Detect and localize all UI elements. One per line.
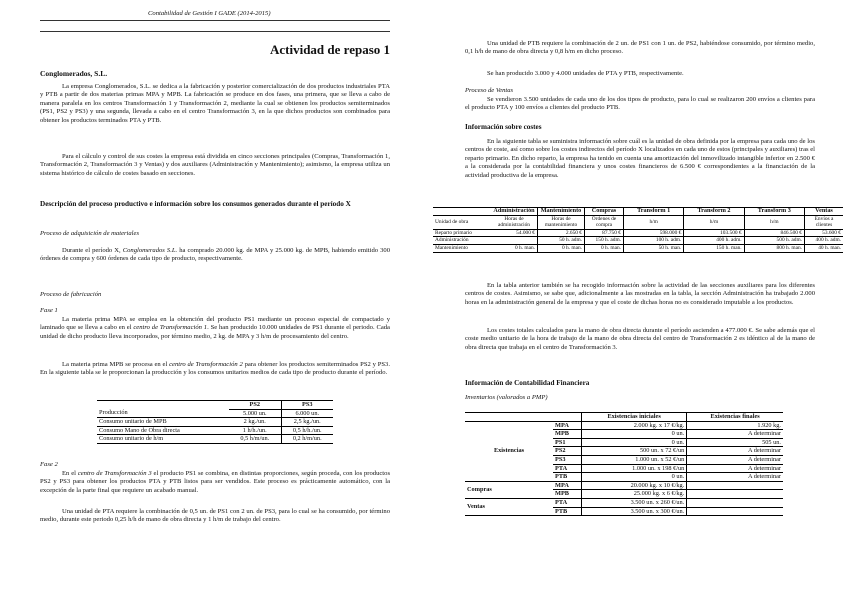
financial-title: Información de Contabilidad Financiera <box>465 379 590 387</box>
table-row <box>433 215 843 229</box>
inventory-item: MPA <box>553 421 582 430</box>
ps-cell: 2,5 kg./un. <box>281 418 333 427</box>
centers-unit: h/m <box>684 215 744 229</box>
centers-cell: 53.600 € <box>805 229 844 237</box>
inventory-cell: A determinar <box>687 447 783 456</box>
phase2-paragraph-2: Una unidad de PTA requiere la combinación de 0,5 un. de PS1 con 2 un. de PS3, para lo cual se ha consumido, por término medio, durante este periodo 0,25 h/h de mano de obra directa y 1 h/m de trabajo del centro. <box>40 508 390 524</box>
centers-cell <box>491 237 538 245</box>
inventory-item: PTA <box>553 464 582 473</box>
phase1-text-d: La materia prima MPB se procesa en el <box>62 361 170 368</box>
phase2-title: Fase 2 <box>40 461 58 468</box>
centers-cell: 50 h. adm. <box>538 237 585 245</box>
ps-row-label: Consumo unitario de h/m <box>99 435 164 443</box>
inventory-group-label: Ventas <box>467 503 485 511</box>
section-title: Descripción del proceso productivo e información sobre los consumos generados durante el período X <box>40 200 351 208</box>
centers-cell: 54.000 € <box>516 229 535 236</box>
acquisition-title: Proceso de adquisición de materiales <box>40 230 140 237</box>
phase1-text-f: para obtener los productos semiterminados PS2 y PS3. En la siguiente tabla se le proporcionan la producción y los consumos unitarios medios de cada tipo de producto durante el período. <box>40 361 390 377</box>
centers-cell: 50 h. man. <box>624 244 684 252</box>
table-row <box>97 409 333 418</box>
phase2-text-c: el producto PS1 se combina, en distintas proporciones, según proceda, con los productos PS2 y PS3 para obtener los productos PTA y PTB listos para ser vendidos. Este proceso es prácticamente automático, con la excepción de la parte final que requiere un acabado manual. <box>40 470 391 494</box>
centers-unit: h/m <box>624 215 684 229</box>
ps-cell: 1 h/h./un. <box>242 426 267 434</box>
centers-unit: Horas de administración <box>497 215 531 229</box>
table-row <box>465 481 783 490</box>
ps-table <box>97 400 333 444</box>
centers-cell: 0 h. man. <box>585 244 624 252</box>
inventory-cell: 0 un. <box>582 430 687 439</box>
inventory-cell: A determinar <box>687 455 783 464</box>
ps-table-corner <box>97 401 229 410</box>
inventory-col-header: Existencias iniciales <box>582 413 687 422</box>
inventory-item: PTB <box>555 507 568 515</box>
centers-table-header <box>433 208 843 216</box>
centers-cell: 800 h. man. <box>744 244 804 252</box>
production-paragraph: Se han producido 3.000 y 4.000 unidades de PTA y PTB, respectivamente. <box>487 70 684 77</box>
centers-cell: 150 h. man. <box>684 244 744 252</box>
inventory-cell: 25.000 kg. x 6 €/kg. <box>582 490 687 499</box>
centers-row-label: Unidad de obra <box>435 218 469 225</box>
centers-col-header: Mantenimiento <box>538 208 585 216</box>
centers-cell: 103.500 € <box>684 229 744 237</box>
inventory-corner <box>553 413 582 422</box>
inventory-cell: A determinar <box>687 473 783 482</box>
inventory-corner <box>465 413 553 422</box>
inventory-cell: 1.920 kg. <box>687 421 783 430</box>
phase1-text-c: . Se han producido 10.000 unidades de PS1 durante el periodo. Cada unidad de dicho producto lleva incorporados, por término medio, 2 kg. de MPA y 3 h/m de procesamiento del centro. <box>40 324 390 340</box>
ps-cell: 6.000 un. <box>281 409 333 418</box>
ps-row-label: Consumo Mano de Obra directa <box>99 426 180 434</box>
ps-col-header: PS3 <box>281 401 333 410</box>
phase2-text-a: En el <box>62 470 78 477</box>
inventory-cell <box>687 490 783 499</box>
centers-cell: 87.750 € <box>585 229 624 237</box>
inventory-item: PS1 <box>553 438 582 447</box>
phase1-paragraph-1 <box>40 316 390 341</box>
centers-row-label: Administración <box>435 237 469 244</box>
inventory-cell: A determinar <box>687 430 783 439</box>
inventory-cell: 505 un. <box>687 438 783 447</box>
inventory-cell: 500 un. x 72 €/un <box>582 447 687 456</box>
ps-cell: 5.000 un. <box>242 409 267 417</box>
table-row <box>433 244 843 252</box>
inventory-title: Inventarios (valorados a PMP) <box>465 394 548 401</box>
centers-cell: 0 h. man. <box>514 244 535 251</box>
inventory-cell: 1.000 un. x 198 €/un <box>582 464 687 473</box>
centers-cell: 400 h. adm. <box>684 237 744 245</box>
ps-cell: 0,2 h/m/un. <box>281 435 333 444</box>
inventory-item: MPA <box>553 481 582 490</box>
ps-table-header <box>97 401 333 410</box>
inventory-item: PS3 <box>553 455 582 464</box>
centers-cell: 598.000 € <box>624 229 684 237</box>
phase1-text-e: centro de Transformación 2 <box>169 361 243 368</box>
ps-cell: 0,5 h/m/un. <box>240 435 270 443</box>
centers-unit: Órdenes de compra <box>585 215 624 229</box>
company-heading: Conglomerados, S.L. <box>40 69 108 78</box>
inventory-cell: A determinar <box>687 464 783 473</box>
centers-cell: 400 h. adm. <box>805 237 844 245</box>
running-header: Contabilidad de Gestión I GADE (2014-2015) <box>148 10 271 17</box>
ps-cell: 2 kg./un. <box>243 418 266 426</box>
ptb-paragraph: Una unidad de PTB requiere la combinación de 2 un. de PS1 con 1 un. de PS2, habiéndose consumido, por término medio, 0,1 h/h de mano de obra directa y 0,8 h/m en dicho proceso. <box>465 40 815 56</box>
centers-cell: 846.500 € <box>744 229 804 237</box>
centers-cell: 0 h. man. <box>538 244 585 252</box>
centers-col-header: Administración <box>493 207 535 214</box>
phase1-title: Fase 1 <box>40 307 58 314</box>
paragraph-sections: Para el cálculo y control de sus costes la empresa está dividida en cinco secciones principales (Compras, Transformación 1, Transformación 2, Transformación 3 y Ventas) y dos auxiliares (Administración y Mantenimiento); asimismo, la empresa utiliza un sistema histórico de cálculo de costes basado en secciones. <box>40 153 390 177</box>
inventory-cell <box>687 498 783 507</box>
table-row <box>97 418 333 427</box>
phase1-paragraph-2 <box>40 361 390 378</box>
inventory-cell: 3.500 un. x 260 €/un. <box>582 498 687 507</box>
centers-row-label: Mantenimiento <box>435 244 468 251</box>
sales-title: Proceso de Ventas <box>465 87 514 94</box>
ps-row-label: Consumo unitario de MPB <box>99 418 167 426</box>
phase2-text-b: centro de Transformación 3 <box>77 470 152 477</box>
inventory-group-label: Compras <box>465 481 553 498</box>
inventory-cell <box>687 481 783 490</box>
inventory-cell: 2.000 kg. x 17 €/kg. <box>582 421 687 430</box>
table-row <box>465 498 783 507</box>
page-title: Actividad de repaso 1 <box>269 42 390 57</box>
centers-cell: 150 h. adm. <box>585 237 624 245</box>
inventory-cell: 0 un. <box>582 473 687 482</box>
costs-title: Información sobre costes <box>465 123 542 131</box>
header-rule-2 <box>40 31 390 32</box>
acquisition-text-1: Durante el período X, <box>62 247 123 254</box>
inventory-header <box>465 413 783 422</box>
phase1-text-a: La materia prima MPA se emplea en la obtención del producto PS1 mediante un proceso especial de compactado y laminado que se lleva a cabo en el <box>40 316 390 332</box>
inventory-cell: 20.000 kg. x 10 €/kg. <box>582 481 687 490</box>
centers-cell: 40 h. man. <box>805 244 844 252</box>
ps-col-header: PS2 <box>229 401 281 410</box>
inventory-cell: 3.500 un. x 300 €/un. <box>582 507 687 516</box>
centers-cell: 100 h. adm. <box>624 237 684 245</box>
ps-cell: 0,5 h/h./un. <box>281 426 333 435</box>
phase2-paragraph-1 <box>40 470 390 495</box>
inventory-item: PTB <box>555 473 568 481</box>
inventory-table <box>465 412 783 516</box>
acquisition-company: Conglomerados S.L. <box>122 247 178 254</box>
sales-paragraph: Se vendieron 3.500 unidades de cada uno de los dos tipos de producto, para lo cual se realizaron 200 envíos a clientes para el producto PTA y 100 envíos a clientes del producto PTB. <box>465 96 815 112</box>
auxiliary-paragraph: En la tabla anterior también se ha recogido información sobre la actividad de las secciones auxiliares para los diferentes centros de costes. Asimismo, se sabe que, adicionalmente a las mostradas en la tabla, la sección Administración ha trabajado 2.000 horas en la administración general de la empresa y que el coste de dichas horas no es considerado imputable a los productos. <box>465 282 815 306</box>
centers-corner <box>433 208 491 216</box>
header-rule <box>40 20 390 21</box>
inventory-cell <box>687 507 783 516</box>
inventory-cell: 1.000 un. x 52 €/un <box>582 455 687 464</box>
centers-col-header: Transform 1 <box>624 208 684 216</box>
centers-col-header: Transform 2 <box>684 208 744 216</box>
paragraph-intro: La empresa Conglomerados, S.L. se dedica a la fabricación y posterior comercialización de dos productos industriales PTA y PTB a partir de dos materias primas MPA y MPB. La fabricación se produce en dos fases, una primera, que se lleva a cabo de manera paralela en los centros Transformación 1 y Transformación 2, mediante la cual se obtienen los productos semiterminados (PS1, PS2 y PS3) y una segunda, llevada a cabo en el centro Transformación 3, en la que dichos productos son combinados para obtener los productos terminados PTA y PTB. <box>40 83 390 124</box>
inventory-item: MPB <box>553 430 582 439</box>
inventory-item: PS2 <box>553 447 582 456</box>
fabrication-title: Proceso de fabricación <box>40 291 102 298</box>
table-row <box>433 229 843 237</box>
table-row <box>465 421 783 430</box>
acquisition-text-2: ha comprado 20.000 kg. de MPA y 25.000 kg. de MPB, habiendo emitido 300 órdenes de compra y 600 órdenes de cada tipo de producto, respectivamente. <box>40 247 390 263</box>
inventory-col-header: Existencias finales <box>687 413 783 422</box>
centers-col-header: Compras <box>585 208 624 216</box>
phase1-text-b: centro de Transformación 1 <box>133 324 208 332</box>
centers-unit: Horas de mantenimiento <box>538 215 585 229</box>
centers-col-header: Transform 3 <box>744 208 804 216</box>
acquisition-paragraph <box>40 247 390 264</box>
ps-row-label: Producción <box>99 409 128 417</box>
inventory-item: MPB <box>555 490 569 498</box>
labor-paragraph: Los costes totales calculados para la mano de obra directa durante el período ascienden a 477.000 €. Se sabe además que el coste medio unitario de la hora de trabajo de la mano de obra directa del centro de Transformación 2 es idéntico al de la mano de obra directa que trabaja en el centro de Transformación 3. <box>465 327 815 351</box>
inventory-item: PTA <box>553 498 582 507</box>
table-row <box>97 435 333 444</box>
costs-paragraph: En la siguiente tabla se suministra información sobre cuál es la unidad de obra definida por la empresa para cada uno de los centros de coste, así como sobre los costes indirectos del período X localizados en cada uno de estos (principales y auxiliares) tras el reparto primario. En dicho reparto, la empresa ha tenido en cuenta una amortización del inmovilizado intangible inferior en 2.500 € a la considerada por la contabilidad financiera y unos costes financieros de 6.500 € correspondientes a la financiación de la actividad productiva de la empresa. <box>465 138 815 179</box>
inventory-cell: 0 un. <box>582 438 687 447</box>
centers-cell: 500 h. adm. <box>744 237 804 245</box>
centers-table <box>433 207 843 253</box>
centers-col-header: Ventas <box>805 208 844 216</box>
centers-cell: 2.650 € <box>538 229 585 237</box>
centers-unit: h/m <box>744 215 804 229</box>
table-row <box>97 426 333 435</box>
centers-unit: Envíos a clientes <box>805 215 844 229</box>
inventory-group-label: Existencias <box>465 421 553 481</box>
table-row <box>433 237 843 245</box>
centers-row-label: Reparto primario <box>435 229 472 236</box>
